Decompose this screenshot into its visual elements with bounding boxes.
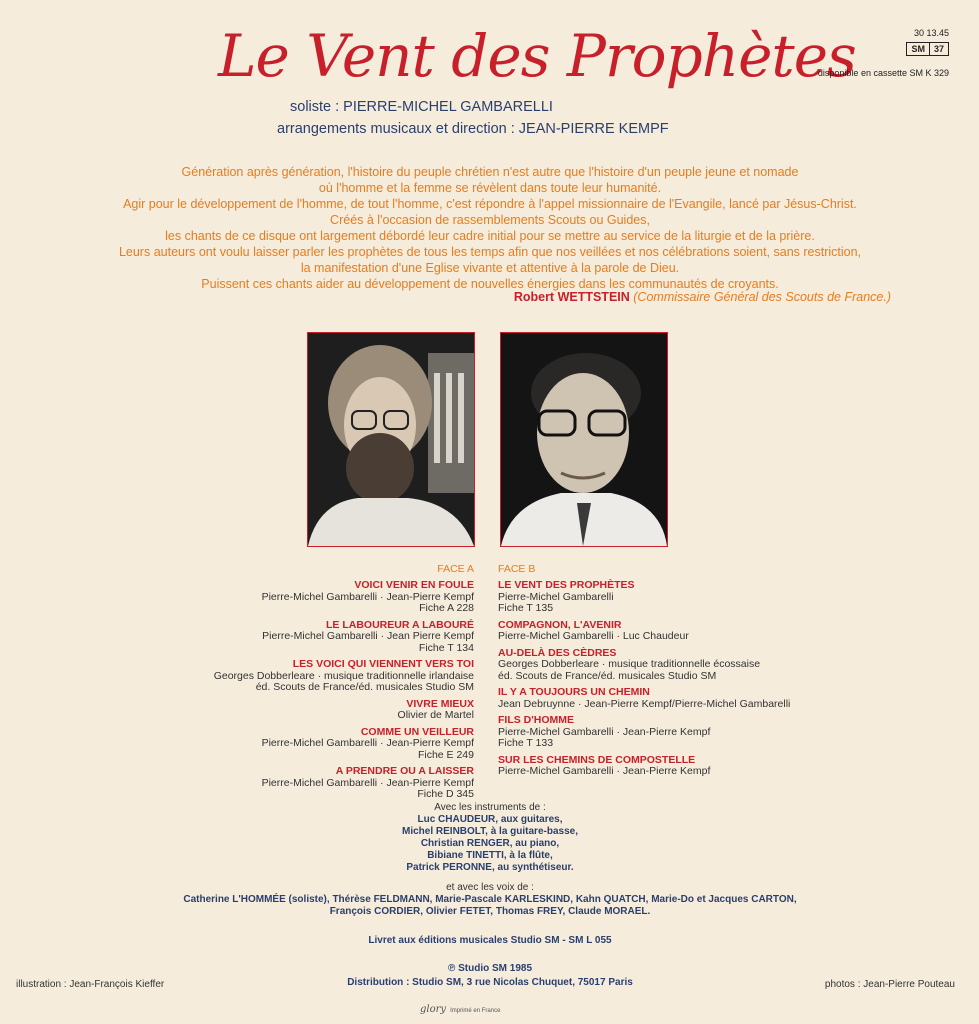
track-fiche: Fiche D 345: [417, 788, 474, 800]
track-title: LES VOICI QUI VIENNENT VERS TOI: [292, 658, 474, 670]
list-item: [214, 659, 474, 694]
intro-line: Créés à l'occasion de rassemblements Scouts ou Guides,: [330, 213, 650, 227]
intro-line: la manifestation d'une Eglise vivante et attentive à la parole de Dieu.: [300, 261, 680, 275]
photos-credit: photos : Jean-Pierre Pouteau: [824, 979, 955, 990]
track-credit: Pierre-Michel Gambarelli · Jean Pierre Kempf: [262, 630, 474, 642]
list-item: [214, 699, 474, 722]
intro-text: [60, 164, 920, 292]
intro-line: où l'homme et la femme se révèlent dans toute leur humanité.: [318, 181, 662, 195]
track-title: LE VENT DES PROPHÈTES: [498, 579, 635, 591]
album-title: Le Vent des Prophètes: [218, 22, 856, 90]
track-credit: Pierre-Michel Gambarelli · Jean-Pierre Kempf: [498, 765, 711, 777]
track-credit: Jean Debruynne · Jean-Pierre Kempf/Pierre-Michel Gambarelli: [498, 697, 791, 710]
track-credit: Olivier de Martel: [397, 709, 474, 721]
instruments-heading: Avec les instruments de :: [434, 802, 546, 813]
track-fiche: Fiche A 228: [419, 602, 474, 614]
signature-name: Robert WETTSTEIN: [513, 290, 630, 304]
track-credit: Pierre-Michel Gambarelli · Luc Chaudeur: [498, 630, 689, 642]
intro-line: Leurs auteurs ont voulu laisser parler les prophètes de tous les temps afin que nos veillées et nos célébrations soient, sans restriction,: [118, 245, 862, 259]
list-item: [498, 648, 790, 683]
catalog-box: [906, 42, 949, 56]
cassette-note: disponible en cassette SM K 329: [817, 68, 949, 78]
track-title: VOICI VENIR EN FOULE: [354, 579, 474, 591]
track-title: FILS D'HOMME: [498, 714, 574, 726]
list-item: [214, 580, 474, 615]
printer-logo: glory: [420, 1004, 447, 1015]
intro-line: Agir pour le développement de l'homme, de tout l'homme, c'est répondre à l'appel missionnaire de l'Evangile, lancé par Jésus-Christ.: [123, 197, 857, 211]
intro-line: les chants de ce disque ont largement débordé leur cadre initial pour se mettre au service de la liturgie et de la prière.: [165, 229, 815, 243]
intro-line: Puissent ces chants aider au développement de nouvelles énergies dans les communautés de croyants.: [201, 277, 779, 291]
face-b: [498, 563, 790, 778]
catalog-box-right: 37: [933, 44, 944, 54]
voices-line: Catherine L'HOMMÉE (soliste), Thérèse FELDMANN, Marie-Pascale KARLESKIND, Kahn QUATCH, Marie-Do et Jacques CARTON,: [183, 894, 797, 905]
list-item: [498, 620, 790, 643]
arrangements-credit: arrangements musicaux et direction : JEAN-PIERRE KEMPF: [277, 121, 669, 137]
instrument-line: Michel REINBOLT, à la guitare-basse,: [402, 826, 578, 837]
track-credit: Georges Dobberleare · musique traditionnelle écossaise: [498, 658, 761, 670]
livret-note: Livret aux éditions musicales Studio SM - SM L 055: [368, 935, 612, 946]
instrument-line: Christian RENGER, au piano,: [420, 838, 560, 849]
photo-man-with-glasses: [500, 332, 668, 547]
face-b-label: FACE B: [498, 563, 536, 575]
track-credit: Pierre-Michel Gambarelli · Jean-Pierre Kempf: [261, 590, 474, 603]
list-item: [214, 727, 474, 762]
list-item: [498, 687, 790, 710]
track-title: VIVRE MIEUX: [406, 697, 474, 710]
instrument-line: Bibiane TINETTI, à la flûte,: [427, 850, 553, 861]
intro-line: Génération après génération, l'histoire du peuple chrétien n'est autre que l'histoire d'un peuple jeune et nomade: [181, 165, 799, 179]
track-fiche: Fiche T 135: [498, 602, 554, 614]
track-credit: Pierre-Michel Gambarelli: [498, 590, 614, 603]
track-title: A PRENDRE OU A LAISSER: [335, 765, 474, 777]
catalog-number: 30 13.45: [913, 28, 949, 38]
instruments-block: [300, 802, 680, 874]
track-title: COMME UN VEILLEUR: [360, 725, 474, 738]
list-item: [214, 620, 474, 655]
signature-role: (Commissaire Général des Scouts de France.): [633, 290, 891, 304]
track-credit: Pierre-Michel Gambarelli · Jean-Pierre Kempf: [498, 725, 711, 738]
track-credit: Georges Dobberleare · musique traditionnelle irlandaise: [213, 669, 474, 682]
face-a-label: FACE A: [437, 563, 474, 575]
track-publisher: éd. Scouts de France/éd. musicales Studio SM: [498, 669, 717, 682]
printer-mark: [420, 1004, 500, 1015]
face-a: [214, 563, 474, 801]
photo-bearded-man: [307, 332, 475, 547]
list-item: [498, 755, 790, 778]
track-title: AU-DELÀ DES CÈDRES: [498, 646, 617, 659]
signature: [514, 290, 891, 304]
track-title: SUR LES CHEMINS DE COMPOSTELLE: [498, 753, 696, 766]
printed-in: Imprimé en France: [450, 1008, 501, 1014]
copyright: ℗ Studio SM 1985: [447, 963, 533, 974]
track-fiche: Fiche T 133: [498, 737, 554, 749]
portrait-bearded-man: [308, 333, 474, 546]
track-fiche: Fiche E 249: [417, 748, 474, 761]
instrument-line: Luc CHAUDEUR, aux guitares,: [417, 814, 563, 825]
track-title: LE LABOUREUR A LABOURÉ: [326, 618, 474, 631]
track-title: COMPAGNON, L'AVENIR: [498, 618, 622, 631]
distribution: Distribution : Studio SM, 3 rue Nicolas Chuquet, 75017 Paris: [347, 977, 633, 988]
instrument-line: Patrick PERONNE, au synthétiseur.: [406, 862, 574, 873]
soliste-credit: soliste : PIERRE-MICHEL GAMBARELLI: [290, 99, 553, 115]
track-credit: Pierre-Michel Gambarelli · Jean-Pierre Kempf: [261, 776, 474, 789]
track-publisher: éd. Scouts de France/éd. musicales Studio SM: [255, 681, 474, 693]
track-fiche: Fiche T 134: [418, 641, 474, 654]
catalog-box-left: SM: [907, 43, 930, 55]
voices-block: [80, 882, 900, 918]
portrait-man-with-glasses: [501, 333, 667, 546]
voices-line: François CORDIER, Olivier FETET, Thomas FREY, Claude MORAEL.: [329, 906, 651, 917]
voices-heading: et avec les voix de :: [446, 882, 534, 893]
list-item: [498, 715, 790, 750]
track-credit: Pierre-Michel Gambarelli · Jean-Pierre Kempf: [261, 737, 474, 749]
illustration-credit: illustration : Jean-François Kieffer: [16, 979, 165, 990]
list-item: [498, 580, 790, 615]
track-title: IL Y A TOUJOURS UN CHEMIN: [498, 686, 650, 698]
list-item: [214, 766, 474, 801]
